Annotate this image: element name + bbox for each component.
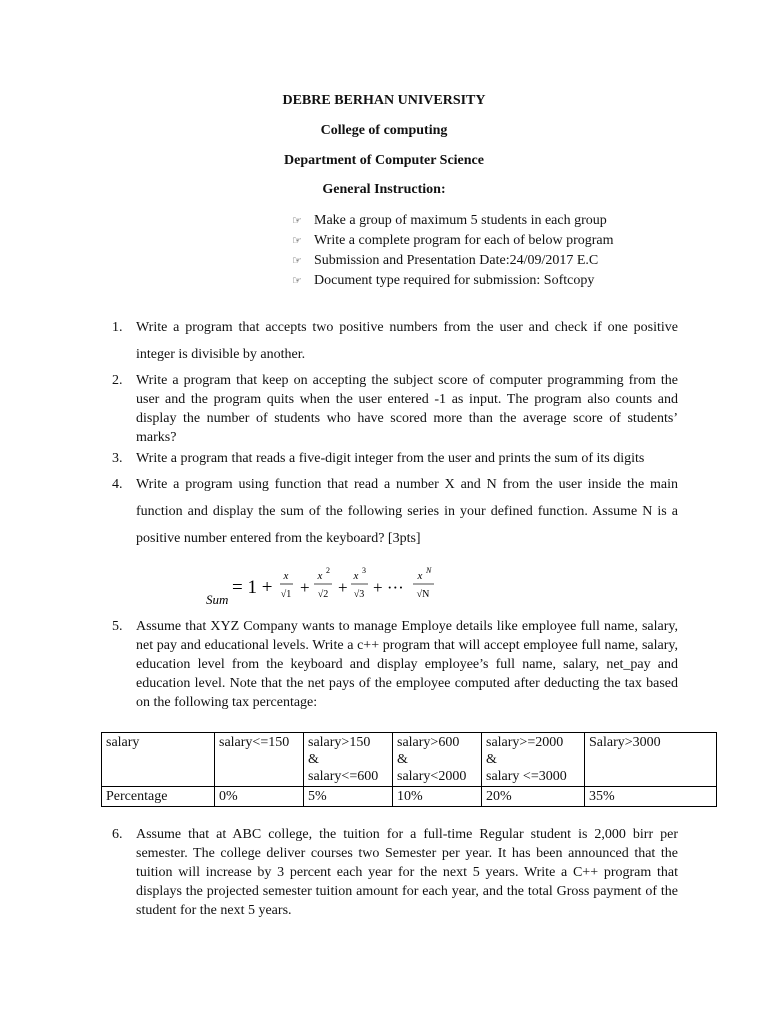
instruction-item: ☞ Document type required for submission: Softcopy [292,271,614,291]
instruction-title: General Instruction: [322,182,446,197]
question-6: 6. Assume that at ABC college, the tuition for a full-time Regular student is 2,000 birr per semester. The college deliver courses two Semester per year. It has been announced that the tuition will increase by 3 percent each year for the next 5 years. Write a C++ program that displays the projected semester tuition amount for each year, and the total Gross payment of the student for the next 5 years. [112,827,678,918]
tax-cell: salary [102,733,215,787]
tax-cell: 5% [304,787,393,807]
tax-cell: Salary>3000 [585,733,717,787]
term3-exponent: 3 [362,566,366,575]
instruction-item: ☞ Submission and Presentation Date:24/09/2017 E.C [292,251,614,271]
tax-table-percentage-row [102,787,717,807]
formula-equals-one: = 1 + [232,577,273,598]
tax-table-header-row [102,733,717,787]
term2-base: x [317,570,323,582]
tax-cell: Percentage [102,787,215,807]
pointing-hand-icon: ☞ [292,275,302,287]
department-title: Department of Computer Science [284,153,484,168]
term3-denominator: √3 [353,589,365,600]
term3-base: x [353,570,359,582]
instruction-item: ☞ Make a group of maximum 5 students in each group [292,211,614,231]
instruction-item: ☞ Write a complete program for each of below program [292,231,614,251]
pointing-hand-icon: ☞ [292,235,302,247]
tax-cell: 35% [585,787,717,807]
tax-cell: 0% [215,787,304,807]
tax-cell: salary>600 & salary<2000 [393,733,482,787]
question-2: 2. Write a program that keep on accepting the subject score of computer programming from the user and the program quits when the user entered -1 as input. The program also counts and display the number of students who have scored more than the average score of students’ marks? [112,373,678,445]
term2-exponent: 2 [326,566,330,575]
formula-sum-label: Sum [206,592,229,607]
question-3: 3. Write a program that reads a five-digit integer from the user and prints the sum of its digits [112,451,645,466]
question-1: 1. Write a program that accepts two positive numbers from the user and check if one positive integer is divisible by another. [112,320,678,362]
pointing-hand-icon: ☞ [292,255,302,267]
tax-table [101,732,717,807]
series-formula [206,562,446,612]
question-4: 4. Write a program using function that read a number X and N from the user inside the main function and display the sum of the following series in your defined function. Assume N is a positive number entered from the keyboard? [3pts] [112,477,678,546]
pointing-hand-icon: ☞ [292,215,302,227]
term2-denominator: √2 [317,589,329,600]
termN-denominator: √N [416,589,430,600]
formula-plus: + [338,578,348,597]
tax-cell: 10% [393,787,482,807]
tax-cell: 20% [482,787,585,807]
term1-numerator: x [283,570,289,582]
tax-cell: salary>150 & salary<=600 [304,733,393,787]
formula-ellipsis: + ··· [373,578,404,597]
termN-exponent: N [426,566,432,575]
term1-denominator: √1 [280,589,292,600]
tax-cell: salary>=2000 & salary <=3000 [482,733,585,787]
college-title: College of computing [320,123,448,138]
formula-plus: + [300,578,310,597]
question-5: 5. Assume that XYZ Company wants to manage Employe details like employee full name, salary, net pay and educational levels. Write a c++ program that will accept employee full name, salary, education level from the keyboard and display employee’s full name, salary, net_pay and education level. Note that the net pays of the employee computed after deducting the tax based on the following tax percentage: [112,619,678,710]
termN-base: x [417,570,423,582]
tax-cell: salary<=150 [215,733,304,787]
university-title: DEBRE BERHAN UNIVERSITY [282,93,486,108]
instruction-list [292,211,614,291]
